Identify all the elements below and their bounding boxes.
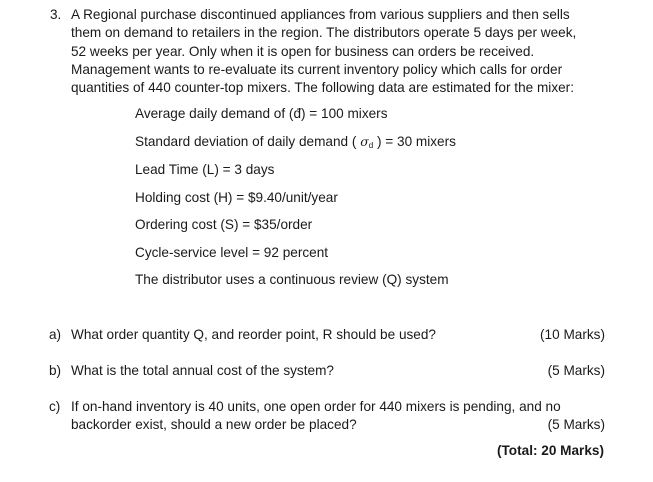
- review-system: The distributor uses a continuous review (Q) system: [135, 272, 449, 287]
- std-dev-suffix: ) = 30 mixers: [376, 134, 456, 149]
- part-a: [49, 326, 605, 346]
- part-c-line: backorder exist, should a new order be placed?: [71, 417, 357, 433]
- holding-cost: Holding cost (H) = $9.40/unit/year: [135, 190, 338, 205]
- cycle-service-level: Cycle-service level = 92 percent: [135, 245, 329, 260]
- lead-time: Lead Time (L) = 3 days: [135, 162, 275, 177]
- part-c-letter: c): [49, 399, 61, 414]
- sigma-subscript: d: [368, 141, 374, 150]
- question-line: 52 weeks per year. Only when it is open for business can orders be received.: [71, 43, 535, 59]
- part-a-marks: (10 Marks): [540, 327, 605, 342]
- part-c-marks: (5 Marks): [547, 417, 605, 432]
- total-marks: (Total: 20 Marks): [496, 443, 604, 458]
- part-b-text: What is the total annual cost of the system?: [71, 363, 334, 378]
- part-c-text: [71, 398, 605, 435]
- question-line: Management wants to re-evaluate its current inventory policy which calls for order: [71, 61, 563, 77]
- ordering-cost: Ordering cost (S) = $35/order: [135, 217, 313, 232]
- part-b: [49, 362, 605, 382]
- std-dev-prefix: Standard deviation of daily demand (: [135, 134, 357, 149]
- average-daily-demand: Average daily demand of (đ) = 100 mixers: [135, 106, 388, 121]
- standard-deviation: [135, 133, 456, 155]
- question-line: A Regional purchase discontinued appliances from various suppliers and then sells: [71, 7, 570, 22]
- question-text: [71, 6, 603, 97]
- question-line: quantities of 440 counter-top mixers. The following data are estimated for the mixer:: [71, 80, 574, 96]
- part-b-marks: (5 Marks): [547, 363, 605, 378]
- part-c: [49, 398, 605, 434]
- part-b-letter: b): [49, 363, 62, 378]
- question-line: them on demand to retailers in the region. The distributors operate 5 days per week,: [71, 25, 577, 41]
- part-c-line: If on-hand inventory is 40 units, one open order for 440 mixers is pending, and no: [71, 399, 561, 414]
- part-a-text: What order quantity Q, and reorder point, R should be used?: [71, 327, 436, 342]
- part-a-letter: a): [49, 327, 62, 342]
- question-number: 3.: [50, 7, 62, 22]
- sigma-symbol: σ: [360, 134, 369, 149]
